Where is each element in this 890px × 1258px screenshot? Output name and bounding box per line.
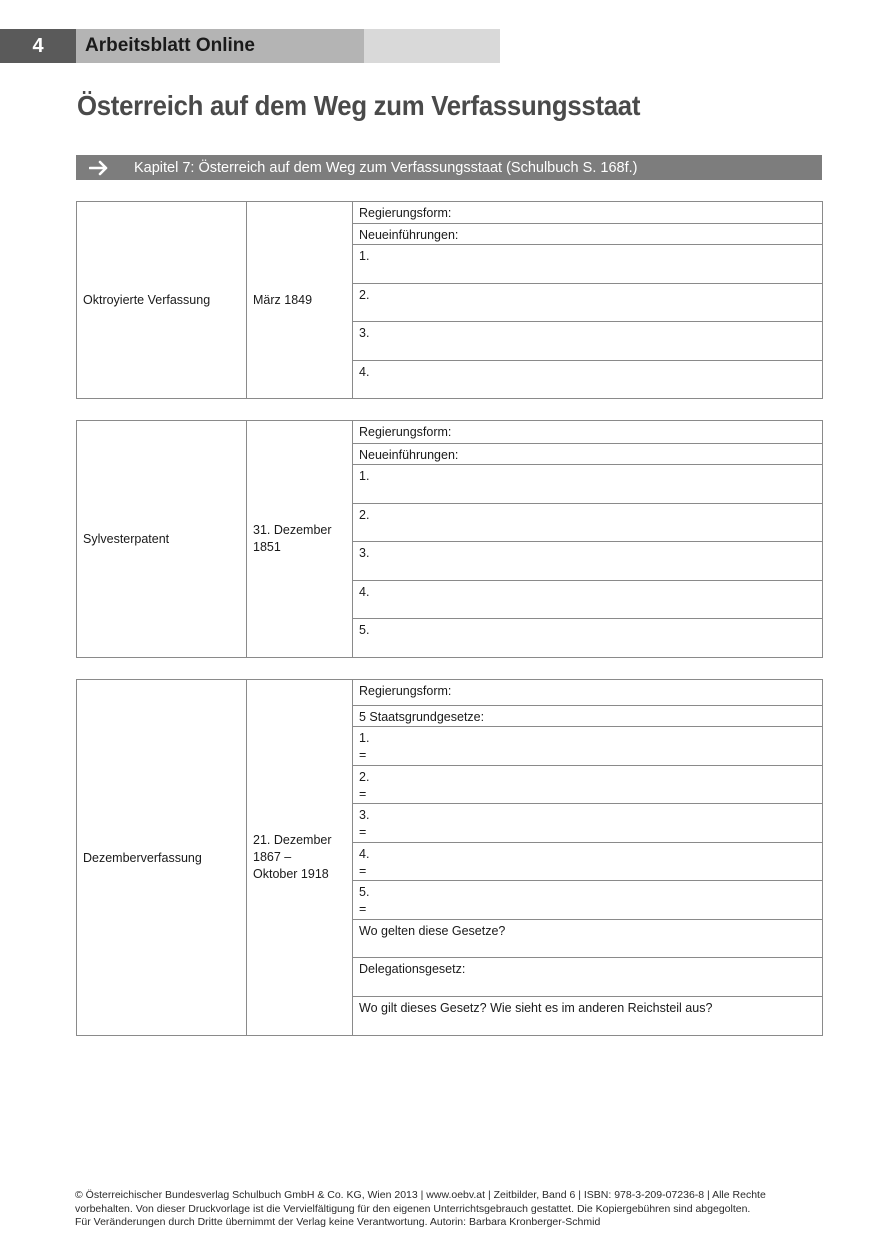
row-label: 4. (359, 585, 370, 599)
page-title: Österreich auf dem Weg zum Verfassungsstaat (77, 90, 641, 121)
row-label: Regierungsform: (359, 425, 452, 439)
table-name: Sylvesterpatent (83, 532, 170, 546)
row-label: Neueinführungen: (359, 228, 459, 242)
table-row (353, 920, 822, 958)
table-dezemberverfassung (76, 679, 823, 1036)
row-label: 3. (359, 808, 370, 822)
table-row (353, 804, 822, 843)
equals-mark: = (359, 825, 367, 839)
table-row (353, 361, 822, 399)
row-label: 1. (359, 249, 370, 263)
date-line: 31. Dezember (253, 523, 332, 537)
equals-mark: = (359, 748, 367, 762)
table-row (353, 245, 822, 284)
footer-line: Für Veränderungen durch Dritte übernimmt der Verlag keine Verantwortung. Autorin: Barbara Kronberger-Schmid (75, 1216, 601, 1228)
table-name-cell (77, 202, 247, 398)
footer-line: vorbehalten. Von dieser Druckvorlage ist die Vervielfältigung für den eigenen Unterrichtsgebrauch gestattet. Die Kopiergebühren sind abgegolten. (75, 1202, 751, 1215)
table-row (353, 504, 822, 542)
table-row (353, 421, 822, 444)
footer-copyright (75, 1189, 815, 1230)
row-label: 4. (359, 365, 370, 379)
table-row (353, 766, 822, 804)
row-label: Delegationsgesetz: (359, 962, 466, 976)
row-label: 5. (359, 885, 370, 899)
row-label: 1. (359, 731, 370, 745)
date-line: Oktober 1918 (253, 867, 329, 881)
row-label: Wo gelten diese Gesetze? (359, 924, 506, 938)
table-row (353, 680, 822, 706)
header-title-text: Arbeitsblatt Online (85, 35, 255, 56)
table-row (353, 581, 822, 619)
table-date-cell (247, 680, 353, 1035)
row-label: 2. (359, 508, 370, 522)
table-row (353, 224, 822, 245)
footer-line: © Österreichischer Bundesverlag Schulbuch GmbH & Co. KG, Wien 2013 | www.oebv.at | Zeitbilder, Band 6 | ISBN: 978-3-209-07236-8 | Alle Rechte (75, 1189, 766, 1201)
table-row (353, 727, 822, 766)
row-label: 3. (359, 546, 370, 560)
date-line: März 1849 (253, 292, 313, 307)
table-name-cell (77, 421, 247, 657)
table-row (353, 284, 822, 322)
date-line: 1851 (253, 540, 281, 554)
table-row (353, 706, 822, 727)
table-row (353, 542, 822, 581)
table-sylvesterpatent (76, 420, 823, 658)
table-rows (353, 202, 822, 398)
table-row (353, 619, 822, 657)
table-row (353, 444, 822, 465)
row-label: 2. (359, 770, 370, 784)
table-rows (353, 421, 822, 657)
row-label: 3. (359, 326, 370, 340)
table-oktroyierte-verfassung (76, 201, 823, 399)
chapter-banner (76, 155, 822, 180)
table-row (353, 843, 822, 881)
row-label: Neueinführungen: (359, 448, 459, 462)
row-label: Regierungsform: (359, 684, 452, 698)
table-date-cell (247, 421, 353, 657)
date-line: 21. Dezember (253, 833, 332, 847)
table-row (353, 958, 822, 997)
table-row (353, 202, 822, 224)
table-name-cell (77, 680, 247, 1035)
row-label: 2. (359, 288, 370, 302)
page-number: 4 (0, 29, 76, 63)
table-name: Oktroyierte Verfassung (83, 293, 211, 307)
chapter-label: Kapitel 7: Österreich auf dem Weg zum Verfassungsstaat (Schulbuch S. 168f.) (134, 159, 638, 176)
row-label: 4. (359, 847, 370, 861)
table-date-cell (247, 202, 353, 398)
equals-mark: = (359, 787, 367, 801)
equals-mark: = (359, 902, 367, 916)
row-label: Regierungsform: (359, 206, 452, 220)
row-label: 1. (359, 469, 370, 483)
table-row (353, 322, 822, 361)
header-band-tail (364, 29, 500, 63)
table-rows (353, 680, 822, 1035)
table-row (353, 997, 822, 1035)
equals-mark: = (359, 864, 367, 878)
date-line: 1867 – (253, 850, 292, 864)
table-row (353, 881, 822, 920)
table-row (353, 465, 822, 504)
row-label: Wo gilt dieses Gesetz? Wie sieht es im anderen Reichsteil aus? (359, 1001, 713, 1015)
header-title (76, 29, 364, 63)
row-label: 5 Staatsgrundgesetze: (359, 710, 485, 724)
row-label: 5. (359, 623, 370, 637)
table-name: Dezemberverfassung (83, 850, 202, 865)
arrow-right-icon (82, 160, 116, 176)
